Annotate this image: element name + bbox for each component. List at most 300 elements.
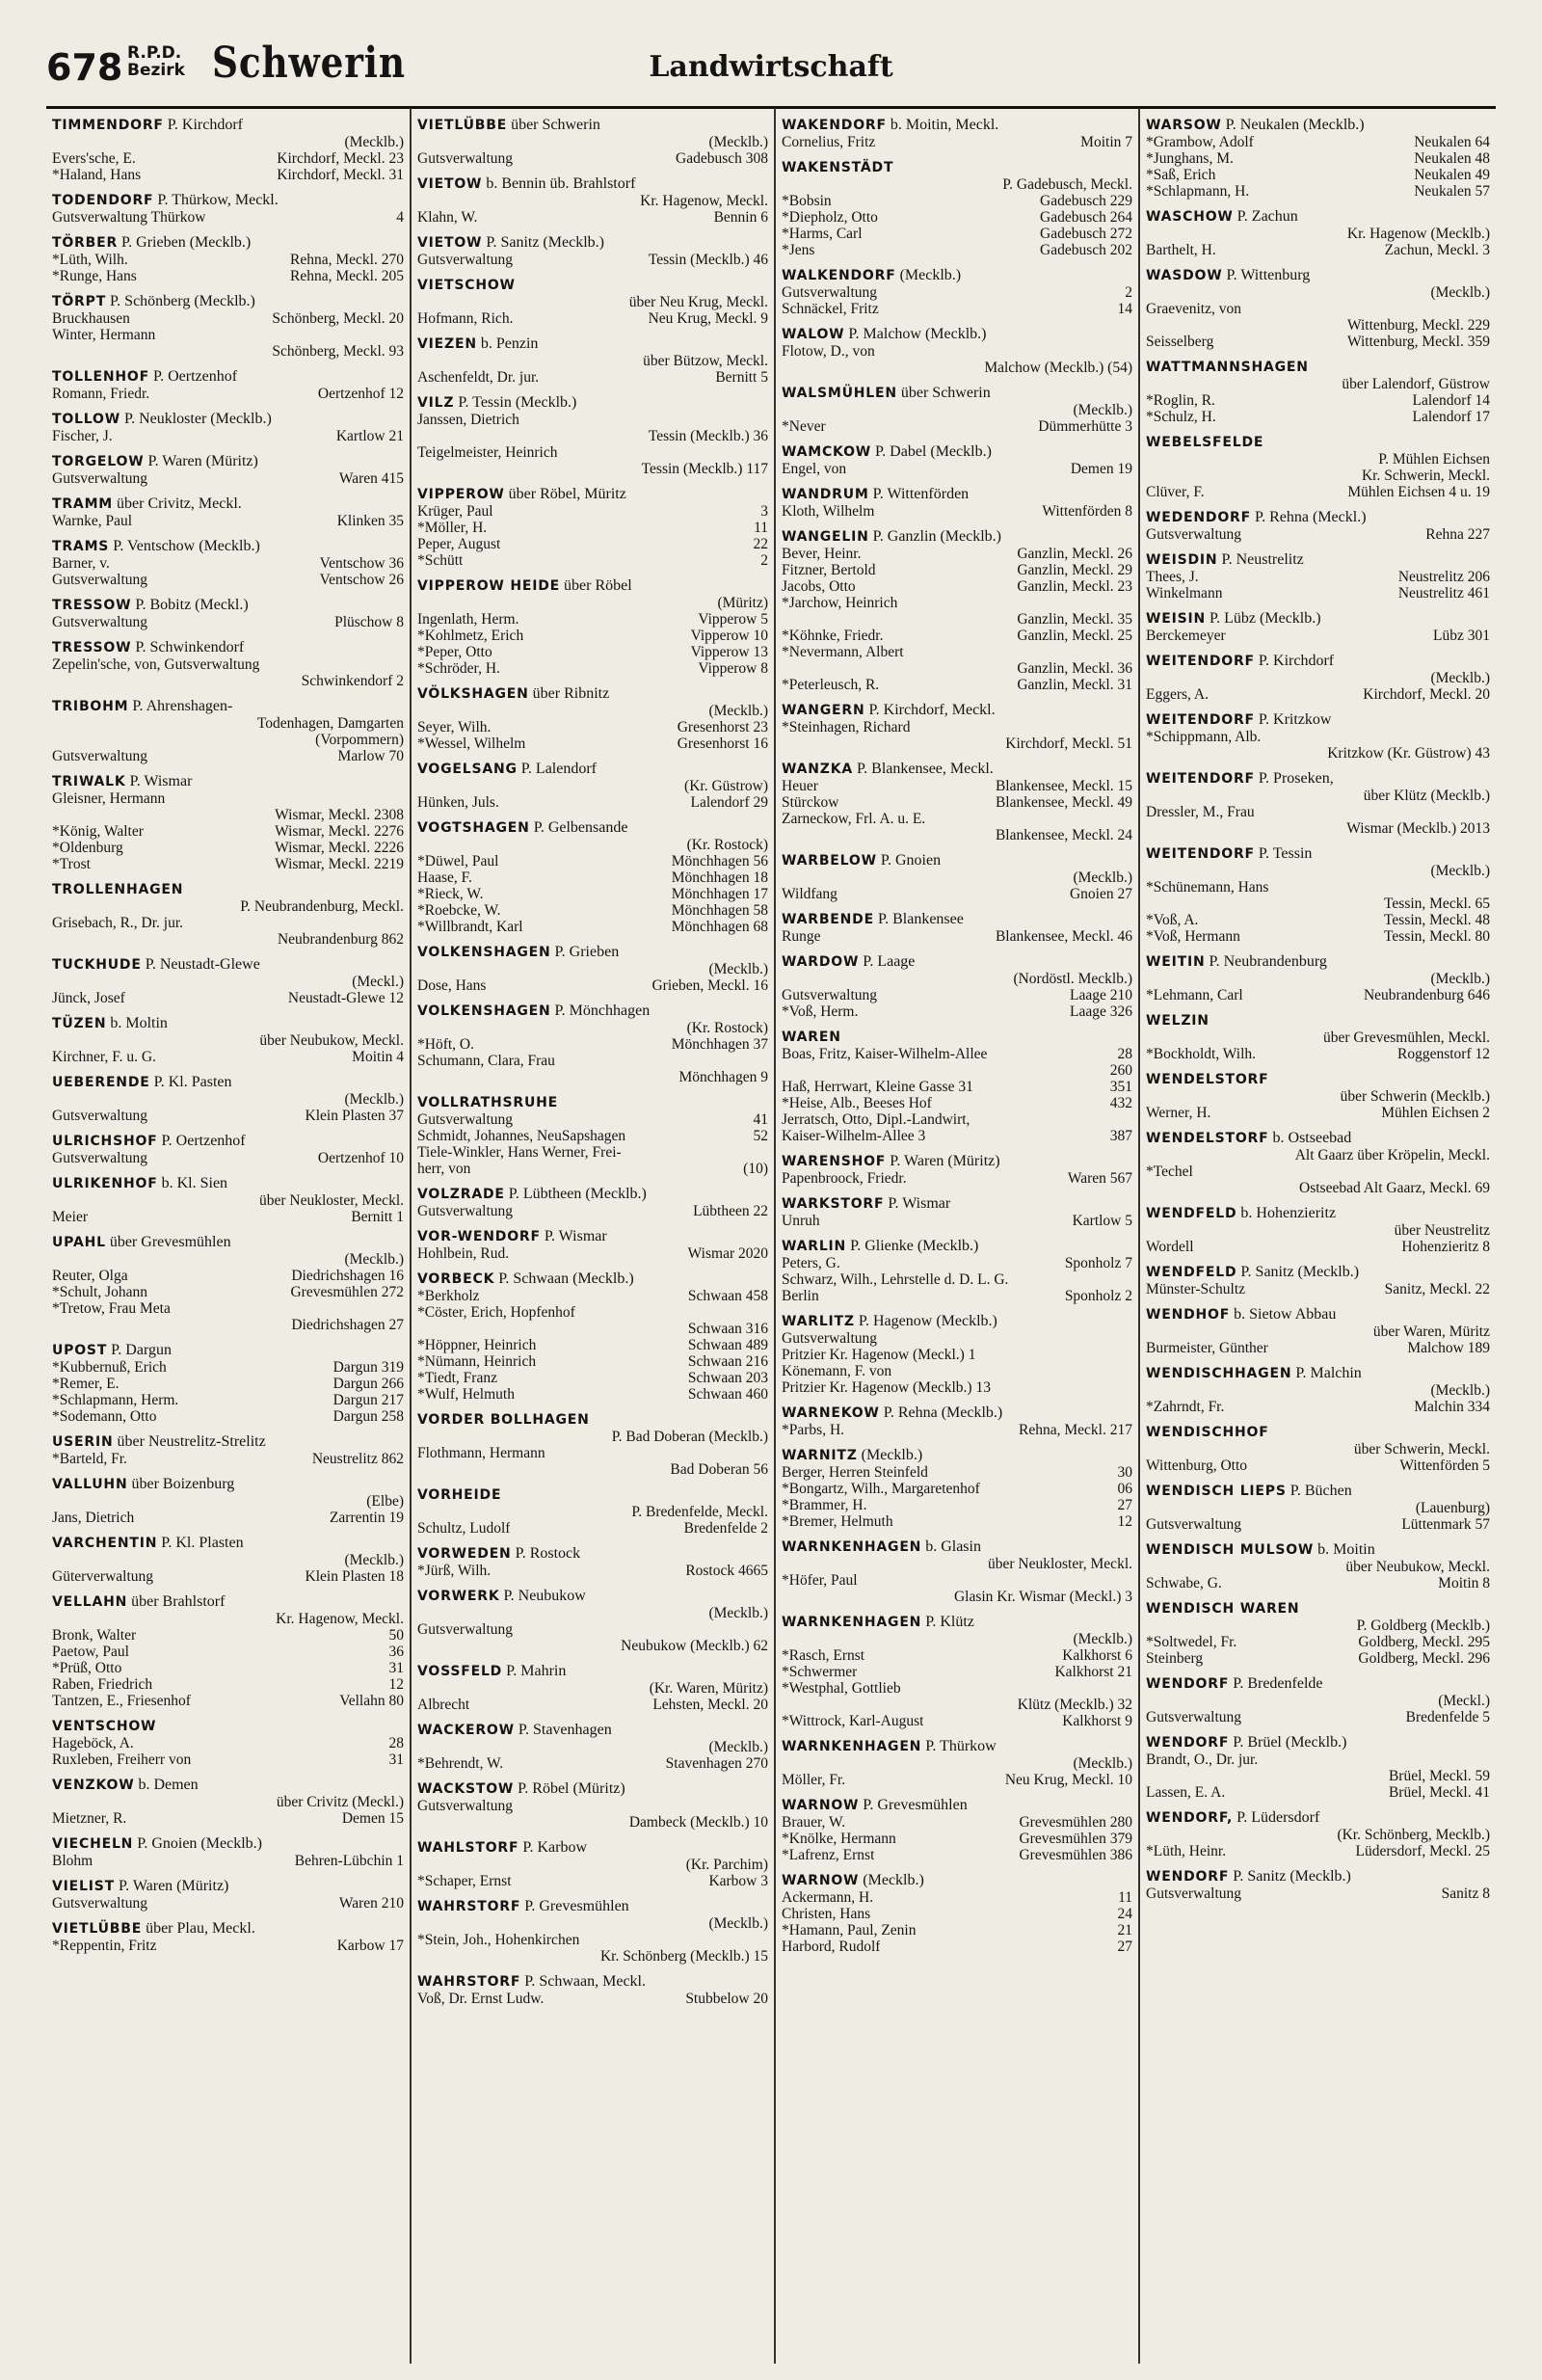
place-name: TRESSOW [52, 598, 132, 613]
place-heading [1146, 1868, 1490, 1885]
owner-name: *Rieck, W. [417, 886, 484, 902]
owner-name: Thees, J. [1146, 569, 1199, 585]
place-heading [782, 1447, 1132, 1464]
owner-name: Gutsverwaltung [1146, 1709, 1242, 1725]
place-entry [52, 1835, 404, 1869]
place-entry [417, 819, 768, 935]
postal-info: P. Ganzlin (Mecklb.) [872, 528, 1001, 545]
owner-name: *Harms, Carl [782, 226, 863, 242]
postal-info: über Boizenburg [131, 1476, 235, 1492]
owner-name: Flothmann, Hermann [417, 1445, 545, 1461]
phone-location: (10) [743, 1161, 768, 1177]
owner-name: Kaiser-Wilhelm-Allee 3 [782, 1128, 926, 1144]
owner-name: *Jarchow, Heinrich [782, 595, 898, 611]
place-heading [417, 1780, 768, 1798]
listing-row [52, 252, 404, 268]
place-entry [417, 1898, 768, 1965]
owner-name: Seyer, Wilh. [417, 719, 492, 735]
listing-row [417, 1621, 768, 1638]
place-heading [782, 1614, 1132, 1631]
listing-row [417, 1932, 768, 1948]
place-name: WARNKENHAGEN [782, 1739, 922, 1754]
owner-name: Gutsverwaltung [1146, 1516, 1242, 1533]
postal-info: P. Grevesmühlen [524, 1898, 629, 1914]
phone-location [764, 1798, 768, 1814]
postal-info: b. Hohenzieritz [1240, 1205, 1337, 1221]
place-entry [417, 117, 768, 167]
place-heading [52, 1878, 404, 1895]
listing-row [782, 1680, 1132, 1697]
place-heading [782, 1238, 1132, 1255]
owner-name: Gutsverwaltung [417, 1798, 514, 1814]
phone-location: 387 [1109, 1128, 1132, 1144]
place-heading [417, 1588, 768, 1605]
owner-name: *Willbrandt, Karl [417, 919, 523, 935]
listing-row [417, 1814, 768, 1831]
postal-info: P. Grevesmühlen [863, 1797, 968, 1813]
place-heading [417, 1186, 768, 1203]
owner-name: Gutsverwaltung [52, 1108, 148, 1124]
owner-name: *Lafrenz, Ernst [782, 1847, 875, 1863]
listing-row [1146, 1768, 1490, 1784]
postal-info: P. Mahrin [506, 1663, 567, 1679]
postal-info: P. Laage [863, 953, 916, 970]
listing-row [52, 1938, 404, 1954]
phone-location: Ventschow 36 [319, 555, 404, 572]
place-name: WARLITZ [782, 1314, 855, 1329]
owner-name: Reuter, Olga [52, 1268, 128, 1284]
place-entry [1146, 1541, 1490, 1591]
phone-location [764, 1304, 768, 1321]
postal-info-continued: (Mecklb.) [1073, 869, 1132, 886]
listing-row [52, 856, 404, 872]
place-entry [417, 277, 768, 327]
owner-name: *Runge, Hans [52, 268, 137, 284]
phone-location [1129, 1363, 1132, 1379]
place-heading [417, 175, 768, 193]
phone-location: Sanitz 8 [1441, 1885, 1490, 1902]
listing-row [1146, 804, 1490, 820]
phone-location: Lübtheen 22 [693, 1203, 768, 1219]
owner-name: Gutsverwaltung [52, 1895, 148, 1912]
listing-row [782, 1095, 1132, 1111]
owner-name: Ingenlath, Herm. [417, 611, 519, 628]
owner-name: Schwarz, Wilh., Lehrstelle d. D. L. G. [782, 1271, 1009, 1288]
place-entry [52, 1234, 404, 1333]
place-heading [1146, 208, 1490, 226]
owner-name: *Knölke, Hermann [782, 1831, 896, 1847]
place-entry [52, 1015, 404, 1065]
phone-location: Wismar 2020 [687, 1245, 768, 1262]
listing-row [417, 1288, 768, 1304]
postal-info: b. Kl. Sien [161, 1175, 228, 1191]
owner-name: *Höppner, Heinrich [417, 1337, 537, 1353]
owner-name: *Wessel, Wilhelm [417, 735, 526, 752]
postal-info: P. Malchow (Mecklb.) [848, 326, 987, 342]
phone-location: Schwaan 216 [687, 1353, 768, 1370]
owner-name: *Kubbernuß, Erich [52, 1359, 167, 1376]
listing-row [52, 1693, 404, 1709]
place-heading [1146, 1675, 1490, 1693]
phone-location: Rehna, Meckl. 217 [1019, 1422, 1132, 1438]
phone-location: Tessin (Mecklb.) 46 [648, 252, 768, 268]
listing-row [417, 1798, 768, 1814]
listing-row [782, 1128, 1132, 1144]
owner-name: *Oldenburg [52, 840, 123, 856]
phone-location: Wittenburg, Meckl. 359 [1346, 334, 1490, 350]
owner-name: Eggers, A. [1146, 686, 1210, 703]
place-name: VOR-WENDORF [417, 1229, 541, 1244]
place-entry [52, 453, 404, 487]
phone-location [1129, 1572, 1132, 1589]
listing-row [782, 827, 1132, 843]
phone-location: 31 [388, 1660, 404, 1676]
postal-info-continued: über Schwerin (Mecklb.) [1340, 1088, 1490, 1105]
phone-location: Mühlen Eichsen 4 u. 19 [1347, 484, 1490, 500]
place-entry [1146, 711, 1490, 762]
place-entry [52, 1878, 404, 1912]
listing-row [782, 1288, 1132, 1304]
phone-location: Goldberg, Meckl. 295 [1358, 1634, 1490, 1650]
listing-row [52, 327, 404, 343]
place-entry [417, 577, 768, 677]
listing-row [1146, 1399, 1490, 1415]
postal-info: P. Neustadt-Glewe [145, 956, 260, 973]
postal-info: P. Sanitz (Mecklb.) [1240, 1264, 1360, 1280]
phone-location: Kalkhorst 9 [1062, 1713, 1132, 1729]
owner-name: Gutsverwaltung [1146, 526, 1242, 543]
owner-name: Runge [782, 928, 821, 945]
listing-row [52, 1627, 404, 1644]
place-heading [417, 1663, 768, 1680]
phone-location: Wittenförden 8 [1042, 503, 1132, 520]
place-entry [1146, 1205, 1490, 1255]
owner-name: *Barteld, Fr. [52, 1451, 127, 1467]
place-name: WENDFELD [1146, 1206, 1237, 1221]
phone-location: Stubbelow 20 [685, 1991, 768, 2007]
postal-info: über Röbel [564, 577, 632, 594]
phone-location: 12 [1117, 1513, 1132, 1530]
phone-location: Mönchhagen 18 [671, 869, 768, 886]
place-entry [52, 117, 404, 183]
place-heading [782, 443, 1132, 461]
listing-row [52, 990, 404, 1006]
phone-location: Dargun 258 [332, 1408, 404, 1425]
postal-info: P. Tessin (Mecklb.) [458, 394, 577, 411]
phone-location: Tessin (Mecklb.) 36 [648, 428, 768, 444]
listing-row [1146, 1457, 1490, 1474]
listing-row [52, 572, 404, 588]
phone-location [1129, 1271, 1132, 1288]
place-entry [417, 944, 768, 994]
listing-row [1146, 334, 1490, 350]
owner-name: Fitzner, Bertold [782, 562, 876, 578]
listing-row [782, 644, 1132, 660]
column-3 [774, 108, 1138, 2364]
listing-row [1146, 484, 1490, 500]
place-name: WANGELIN [782, 529, 869, 545]
phone-location: Roggenstorf 12 [1396, 1046, 1490, 1062]
place-heading [1146, 117, 1490, 134]
place-name: WENDISCH WAREN [1146, 1601, 1300, 1617]
postal-info-continued: (Mecklb.) [1430, 863, 1490, 879]
place-heading [1146, 551, 1490, 569]
place-name: WEISIN [1146, 611, 1207, 627]
place-heading [1146, 434, 1490, 451]
owner-name: Berckemeyer [1146, 628, 1226, 644]
place-name: WEISDIN [1146, 552, 1218, 568]
listing-row [1146, 896, 1490, 912]
owner-name: Pritzier Kr. Hagenow (Mecklb.) 13 [782, 1379, 991, 1396]
place-name: WARNOW [782, 1798, 860, 1813]
owner-name: Kloth, Wilhelm [782, 503, 875, 520]
place-name: WENDISCHHAGEN [1146, 1366, 1292, 1381]
place-entry [782, 1029, 1132, 1144]
owner-name: *Bockholdt, Wilh. [1146, 1046, 1257, 1062]
phone-location: Demen 19 [1070, 461, 1132, 477]
place-name: WENDISCH MULSOW [1146, 1542, 1315, 1558]
postal-info: über Brahlstorf [131, 1593, 226, 1610]
place-name: TRAMS [52, 539, 110, 554]
place-heading [1146, 1424, 1490, 1441]
postal-info: P. Blankensee, Meckl. [857, 761, 994, 777]
owner-name: *Prüß, Otto [52, 1660, 122, 1676]
owner-name: Güterverwaltung [52, 1568, 154, 1585]
place-name: VORBECK [417, 1271, 495, 1287]
postal-info-continued: über Neubukow, Meckl. [259, 1032, 404, 1049]
place-entry [1146, 1071, 1490, 1121]
owner-name: *Höft, O. [417, 1036, 474, 1053]
listing-row [52, 268, 404, 284]
owner-name: Schnäckel, Fritz [782, 301, 879, 317]
postal-info-continued: (Mecklb.) [1073, 1755, 1132, 1772]
place-name: TORGELOW [52, 454, 145, 469]
owner-name: Fischer, J. [52, 428, 113, 444]
place-name: VOGTSHAGEN [417, 820, 530, 836]
postal-info-continued: (Kr. Rostock) [686, 1020, 768, 1036]
owner-name: Albrecht [417, 1697, 470, 1713]
place-entry [417, 1663, 768, 1713]
place-heading [417, 277, 768, 294]
listing-row [1146, 1516, 1490, 1533]
owner-name: *Berkholz [417, 1288, 480, 1304]
phone-location [764, 1932, 768, 1948]
listing-row [782, 928, 1132, 945]
place-name: WARSOW [1146, 118, 1222, 133]
place-entry [1146, 845, 1490, 945]
phone-location [1486, 1752, 1490, 1768]
phone-location: 14 [1117, 301, 1132, 317]
listing-row [782, 1422, 1132, 1438]
phone-location: 11 [1118, 1889, 1132, 1906]
place-name: ULRIKENHOF [52, 1176, 158, 1191]
owner-name: *Grambow, Adolf [1146, 134, 1254, 150]
listing-row [417, 252, 768, 268]
phone-location: Goldberg, Meckl. 296 [1358, 1650, 1490, 1667]
listing-row [1146, 987, 1490, 1003]
listing-row [782, 1589, 1132, 1605]
listing-row [52, 1268, 404, 1284]
phone-location: Gadebusch 202 [1040, 242, 1132, 258]
place-heading [1146, 1306, 1490, 1324]
postal-info: P. Kritzkow [1258, 711, 1332, 728]
place-heading [417, 1722, 768, 1739]
phone-location: Ganzlin, Meckl. 23 [1017, 578, 1132, 595]
phone-location: Lalendorf 17 [1412, 409, 1490, 425]
phone-location: Schwaan 460 [687, 1386, 768, 1403]
owner-name: Harbord, Rudolf [782, 1939, 881, 1955]
listing-row [782, 562, 1132, 578]
place-name: WARNKENHAGEN [782, 1539, 922, 1555]
owner-name: Meier [52, 1209, 89, 1225]
phone-location: Hohenzieritz 8 [1401, 1239, 1490, 1255]
phone-location [400, 1300, 404, 1317]
listing-row [52, 1660, 404, 1676]
place-heading [1146, 845, 1490, 863]
place-name: WALKENDORF [782, 268, 896, 283]
phone-location: Mönchhagen 56 [671, 853, 768, 869]
phone-location [764, 1621, 768, 1638]
listing-row [1146, 1105, 1490, 1121]
listing-row [782, 503, 1132, 520]
place-name: VORWEDEN [417, 1546, 512, 1562]
place-heading [1146, 653, 1490, 670]
postal-info-continued: (Mecklb.) [344, 1552, 404, 1568]
listing-row [52, 1735, 404, 1752]
district-line-1: R.P.D. [127, 43, 182, 63]
phone-location: 432 [1109, 1095, 1132, 1111]
listing-row [1146, 729, 1490, 745]
place-entry [417, 1839, 768, 1889]
postal-info-continued: (Mecklb.) [344, 1091, 404, 1108]
listing-row [782, 1271, 1132, 1288]
owner-name: Gutsverwaltung [782, 1330, 878, 1347]
postal-info-continued: (Kr. Waren, Müritz) [649, 1680, 768, 1697]
owner-name: Winkelmann [1146, 585, 1223, 602]
postal-info-continued: Todenhagen, Damgarten [256, 715, 404, 732]
place-entry [52, 597, 404, 630]
place-entry [52, 956, 404, 1006]
phone-location: 12 [388, 1676, 404, 1693]
phone-location [1129, 343, 1132, 360]
place-name: WEITENDORF [1146, 771, 1255, 787]
phone-location: Oertzenhof 10 [317, 1150, 404, 1166]
place-entry [782, 1738, 1132, 1788]
place-entry [1146, 653, 1490, 703]
place-heading [52, 1433, 404, 1451]
listing-row [52, 1317, 404, 1333]
postal-info: b. Moitin [1317, 1541, 1375, 1558]
listing-row [417, 611, 768, 628]
phone-location: Waren 210 [338, 1895, 404, 1912]
phone-location [1129, 1330, 1132, 1347]
owner-name: Ackermann, H. [782, 1889, 874, 1906]
place-entry [417, 1973, 768, 2007]
listing-row [417, 719, 768, 735]
listing-row [1146, 150, 1490, 167]
place-entry [417, 394, 768, 477]
place-heading [417, 761, 768, 778]
postal-info: P. Waren (Müritz) [118, 1878, 229, 1894]
phone-location: Oertzenhof 12 [317, 386, 404, 402]
place-heading [52, 1593, 404, 1611]
listing-row [782, 1347, 1132, 1363]
phone-location: 3 [760, 503, 768, 520]
phone-location: Demen 15 [341, 1810, 404, 1827]
postal-info-continued: (Elbe) [366, 1493, 404, 1510]
listing-row [782, 677, 1132, 693]
phone-location: Glasin Kr. Wismar (Meckl.) 3 [953, 1589, 1132, 1605]
owner-name: Gutsverwaltung [52, 1150, 148, 1166]
place-entry [782, 911, 1132, 945]
listing-row [52, 1408, 404, 1425]
owner-name: *Stein, Joh., Hohenkirchen [417, 1932, 580, 1948]
owner-name: Burmeister, Günther [1146, 1340, 1268, 1356]
postal-info: P. Wittenförden [872, 486, 970, 502]
owner-name: Wildfang [782, 886, 837, 902]
place-name: VÖLKSHAGEN [417, 686, 529, 702]
phone-location: 36 [388, 1644, 404, 1660]
place-entry [1146, 610, 1490, 644]
place-name: WEBELSFELDE [1146, 435, 1264, 450]
place-name: WEDENDORF [1146, 510, 1251, 525]
phone-location: Sponholz 7 [1064, 1255, 1132, 1271]
listing-row [782, 209, 1132, 226]
postal-info: P. Tessin [1258, 845, 1313, 862]
place-heading [782, 1029, 1132, 1046]
phone-location: Bad Doberan 56 [670, 1461, 768, 1478]
owner-name: *Cöster, Erich, Hopfenhof [417, 1304, 575, 1321]
owner-name: Romann, Friedr. [52, 386, 150, 402]
postal-info: P. Röbel (Müritz) [518, 1780, 625, 1797]
postal-info-continued: (Kr. Parchim) [685, 1857, 768, 1873]
postal-info: P. Bredenfelde [1233, 1675, 1323, 1692]
phone-location [1486, 301, 1490, 317]
place-heading [1146, 1600, 1490, 1618]
phone-location: Blankensee, Meckl. 49 [995, 794, 1132, 811]
phone-location: Grevesmühlen 379 [1019, 1831, 1132, 1847]
place-entry [417, 1270, 768, 1403]
owner-name: Tantzen, E., Friesenhof [52, 1693, 191, 1709]
postal-info-continued: (Mecklb.) [708, 1605, 768, 1621]
owner-name: *Sodemann, Otto [52, 1408, 157, 1425]
phone-location: Malchow 189 [1407, 1340, 1490, 1356]
phone-location: Neustadt-Glewe 12 [287, 990, 404, 1006]
place-heading [417, 335, 768, 353]
phone-location: Behren-Lübchin 1 [294, 1853, 404, 1869]
phone-location: 2 [760, 552, 768, 569]
place-heading [1146, 1483, 1490, 1500]
place-name: WEITIN [1146, 954, 1206, 970]
listing-row [52, 748, 404, 764]
owner-name: *Kohlmetz, Erich [417, 628, 524, 644]
postal-info-continued: (Kr. Rostock) [686, 837, 768, 853]
owner-name: Gutsverwaltung [417, 1621, 514, 1638]
owner-name: Zepelin'sche, von, Gutsverwaltung [52, 656, 260, 673]
phone-location: Kalkhorst 21 [1054, 1664, 1132, 1680]
phone-location: Ostseebad Alt Gaarz, Meckl. 69 [1299, 1180, 1490, 1196]
listing-row [782, 628, 1132, 644]
phone-location: Dargun 266 [332, 1376, 404, 1392]
listing-row [52, 1049, 404, 1065]
listing-row [417, 735, 768, 752]
phone-location: Sponholz 2 [1064, 1288, 1132, 1304]
place-entry [417, 1486, 768, 1537]
listing-row [417, 461, 768, 477]
place-name: WARNITZ [782, 1448, 858, 1463]
place-name: WENDHOF [1146, 1307, 1231, 1323]
listing-row [52, 428, 404, 444]
